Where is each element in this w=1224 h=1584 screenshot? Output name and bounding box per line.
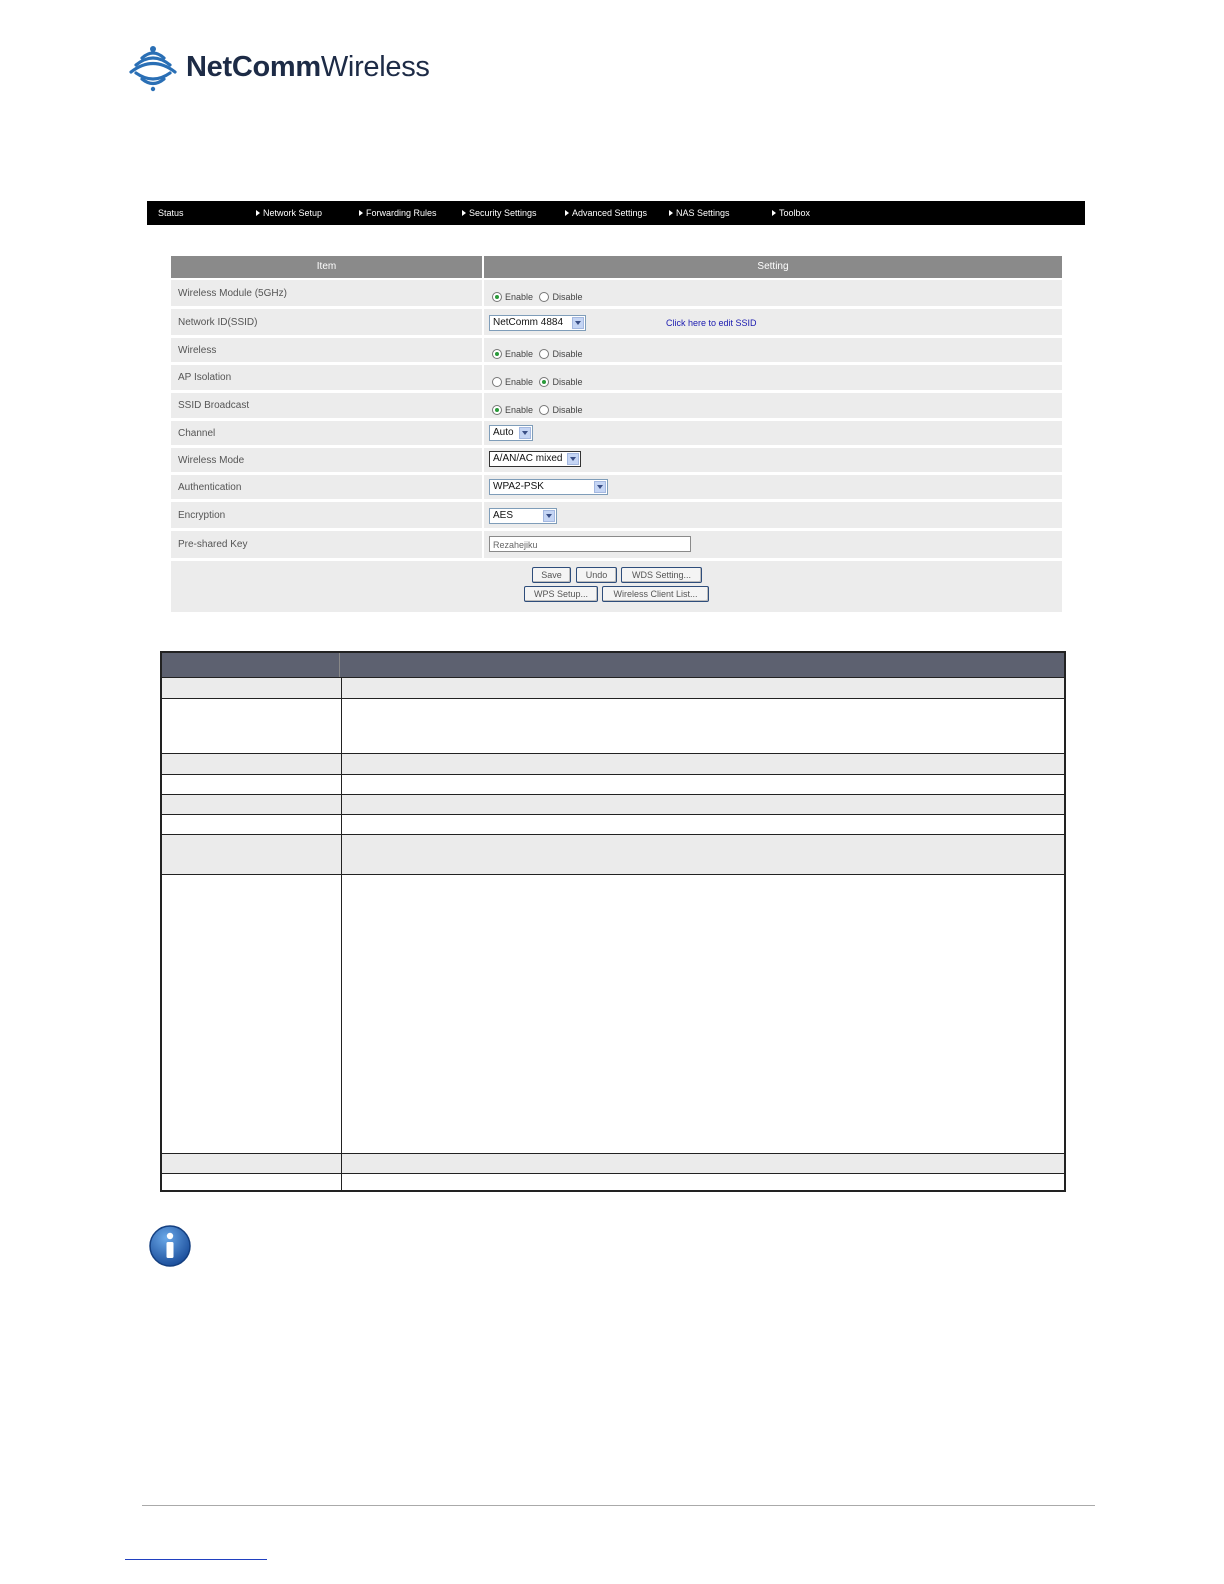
encryption-select[interactable]: AES: [489, 508, 557, 524]
radio-disable[interactable]: [539, 377, 549, 387]
ssid-select[interactable]: NetComm 4884: [489, 315, 586, 331]
column-header-item: Item: [171, 256, 482, 278]
arrow-right-icon: [669, 210, 673, 216]
row-wireless: [171, 338, 1062, 362]
label-wireless-mode: Wireless Mode: [178, 455, 245, 466]
table-row: [162, 753, 1064, 774]
psk-input[interactable]: Rezahejiku: [489, 536, 691, 552]
undo-button[interactable]: Undo: [576, 567, 617, 583]
table-row: [162, 677, 1064, 698]
chevron-down-icon: [594, 481, 606, 493]
nav-item-toolbox[interactable]: Toolbox: [772, 201, 810, 225]
chevron-down-icon: [543, 510, 555, 522]
authentication-select[interactable]: WPA2-PSK: [489, 479, 608, 495]
chevron-down-icon: [519, 427, 531, 439]
table-row: [162, 834, 1064, 874]
channel-select[interactable]: Auto: [489, 425, 533, 441]
radio-group-wireless: Enable Disable: [492, 344, 585, 362]
chevron-down-icon: [567, 453, 579, 465]
radio-enable[interactable]: [492, 405, 502, 415]
nav-item-nas-settings[interactable]: NAS Settings: [669, 201, 730, 225]
radio-disable[interactable]: [539, 405, 549, 415]
wireless-client-list-button[interactable]: Wireless Client List...: [602, 586, 709, 602]
row-psk: [171, 531, 1062, 558]
radio-enable[interactable]: [492, 377, 502, 387]
arrow-right-icon: [565, 210, 569, 216]
nav-item-status[interactable]: Status: [158, 208, 184, 218]
label-channel: Channel: [178, 428, 216, 439]
arrow-right-icon: [359, 210, 363, 216]
chevron-down-icon: [572, 317, 584, 329]
table-header: [162, 653, 1064, 677]
footer-link-underline[interactable]: [125, 1559, 267, 1560]
radio-enable[interactable]: [492, 292, 502, 302]
table-row: [162, 698, 1064, 753]
nav-item-advanced-settings[interactable]: Advanced Settings: [565, 201, 647, 225]
wds-setting-button[interactable]: WDS Setting...: [621, 567, 702, 583]
footer-divider: [142, 1505, 1095, 1506]
table-row: [162, 1153, 1064, 1173]
label-ssid: Network ID(SSID): [178, 317, 258, 328]
nav-item-network-setup[interactable]: Network Setup: [256, 201, 322, 225]
label-encryption: Encryption: [178, 510, 226, 521]
row-ssid-broadcast: [171, 393, 1062, 418]
radio-disable[interactable]: [539, 349, 549, 359]
nav-item-forwarding-rules[interactable]: Forwarding Rules: [359, 201, 437, 225]
radio-group-wireless-module: Enable Disable: [492, 287, 585, 305]
row-buttons: [171, 561, 1062, 612]
description-table: [160, 651, 1066, 1192]
wps-setup-button[interactable]: WPS Setup...: [524, 586, 598, 602]
table-row: [162, 794, 1064, 814]
column-header-setting: Setting: [484, 256, 1062, 278]
row-authentication: [171, 475, 1062, 499]
row-channel: [171, 421, 1062, 445]
label-psk: Pre-shared Key: [178, 539, 248, 550]
radio-disable[interactable]: [539, 292, 549, 302]
brand-logo: [128, 42, 430, 92]
arrow-right-icon: [462, 210, 466, 216]
row-encryption: [171, 502, 1062, 528]
label-wireless-module: Wireless Module (5GHz): [178, 288, 287, 299]
save-button[interactable]: Save: [532, 567, 571, 583]
edit-ssid-link[interactable]: Click here to edit SSID: [666, 318, 757, 328]
row-ap-isolation: [171, 365, 1062, 390]
radio-enable[interactable]: [492, 349, 502, 359]
table-row: [162, 1173, 1064, 1190]
arrow-right-icon: [256, 210, 260, 216]
row-ssid: [171, 309, 1062, 335]
label-ssid-broadcast: SSID Broadcast: [178, 400, 250, 411]
arrow-right-icon: [772, 210, 776, 216]
wifi-waves-icon: [128, 42, 178, 92]
row-wireless-mode: [171, 448, 1062, 472]
label-wireless: Wireless: [178, 345, 217, 356]
row-wireless-module: [171, 280, 1062, 306]
brand-name: NetCommWireless: [186, 50, 430, 83]
label-authentication: Authentication: [178, 482, 242, 493]
wireless-mode-select[interactable]: A/AN/AC mixed: [489, 451, 581, 467]
radio-group-ap-isolation: Enable Disable: [492, 372, 585, 390]
radio-group-ssid-broadcast: Enable Disable: [492, 400, 585, 418]
top-nav-bar: [147, 201, 1085, 225]
info-icon: [148, 1224, 192, 1273]
nav-item-security-settings[interactable]: Security Settings: [462, 201, 537, 225]
table-row: [162, 774, 1064, 794]
table-row: [162, 874, 1064, 1153]
table-row: [162, 814, 1064, 834]
label-ap-isolation: AP Isolation: [178, 372, 232, 383]
